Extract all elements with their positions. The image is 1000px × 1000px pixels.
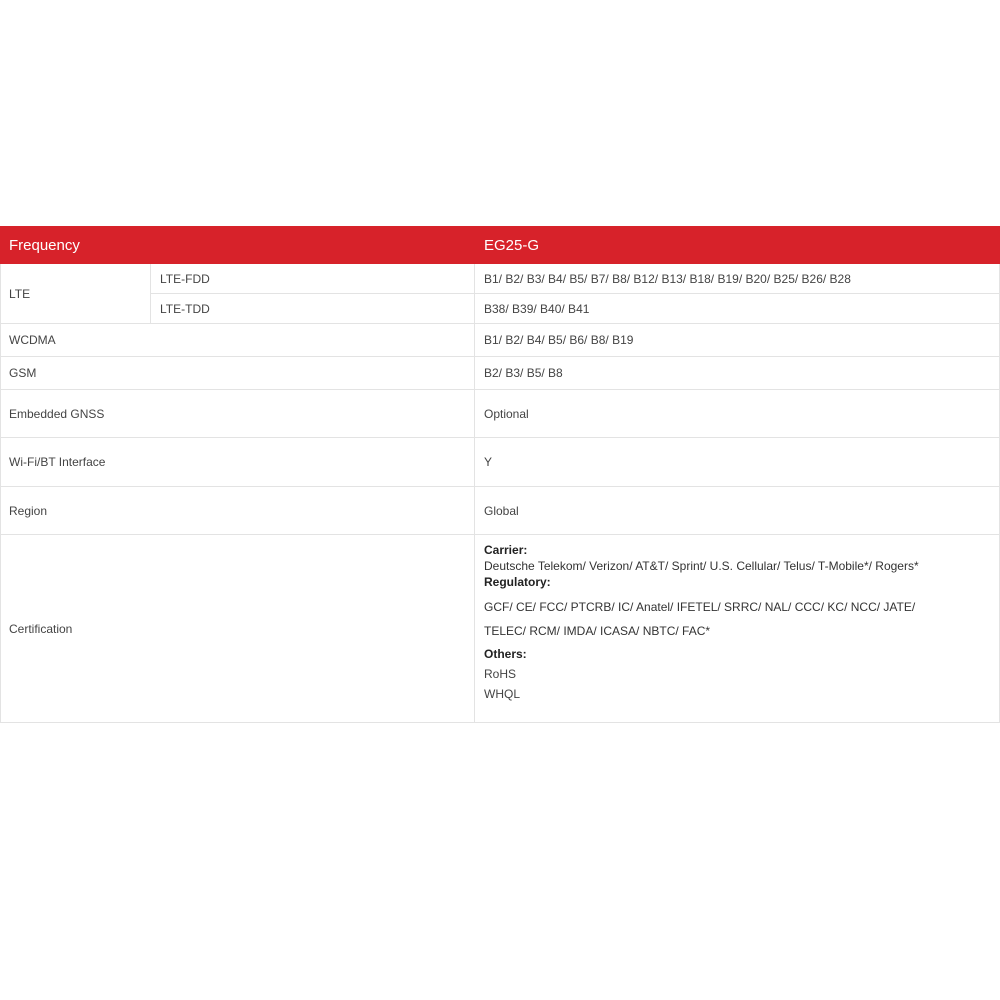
row-label: Wi-Fi/BT Interface: [1, 438, 475, 486]
regulatory-line-2: TELEC/ RCM/ IMDA/ ICASA/ NBTC/ FAC*: [484, 623, 711, 638]
spec-table: [0, 226, 1000, 723]
wcdma-row: [0, 324, 1000, 357]
others-whql: WHQL: [484, 687, 520, 702]
certification-details: [475, 535, 999, 722]
others-label: Others:: [484, 646, 527, 661]
lte-subrows: [151, 264, 999, 323]
carrier-label: Carrier:: [484, 543, 528, 557]
lte-fdd-row: [151, 264, 999, 293]
row-label: GSM: [1, 357, 475, 389]
row-label: Embedded GNSS: [1, 390, 475, 437]
lte-fdd-value: B1/ B2/ B3/ B4/ B5/ B7/ B8/ B12/ B13/ B18/ B19/ B20/ B25/ B26/ B28: [484, 271, 851, 286]
row-value: B2/ B3/ B5/ B8: [484, 366, 563, 380]
row-value: Global: [484, 503, 519, 518]
lte-label: LTE: [1, 264, 151, 323]
carrier-value: Deutsche Telekom/ Verizon/ AT&T/ Sprint/ U.S. Cellular/ Telus/ T-Mobile*/ Rogers*: [484, 559, 919, 574]
wifi-bt-row: [0, 438, 1000, 487]
certification-label: Certification: [1, 535, 475, 722]
gnss-row: [0, 390, 1000, 438]
row-value: B1/ B2/ B4/ B5/ B6/ B8/ B19: [484, 333, 634, 347]
row-label: WCDMA: [1, 324, 475, 356]
header-frequency: Frequency: [9, 236, 80, 254]
others-rohs: RoHS: [484, 667, 517, 682]
row-value: Y: [484, 455, 493, 469]
lte-tdd-value: B38/ B39/ B40/ B41: [484, 301, 590, 316]
table-header: [0, 226, 1000, 264]
gsm-row: [0, 357, 1000, 390]
row-value: Optional: [484, 406, 529, 421]
region-row: [0, 487, 1000, 535]
regulatory-label: Regulatory:: [484, 575, 551, 590]
lte-tdd-row: [151, 293, 999, 323]
header-model: EG25-G: [484, 236, 540, 254]
row-label: Region: [1, 487, 475, 534]
regulatory-line-1: GCF/ CE/ FCC/ PTCRB/ IC/ Anatel/ IFETEL/ SRRC/ NAL/ CCC/ KC/ NCC/ JATE/: [484, 599, 916, 614]
lte-tdd-label: LTE-TDD: [151, 294, 475, 323]
certification-row: [0, 535, 1000, 723]
lte-fdd-label: LTE-FDD: [151, 264, 475, 293]
lte-row: [0, 264, 1000, 324]
